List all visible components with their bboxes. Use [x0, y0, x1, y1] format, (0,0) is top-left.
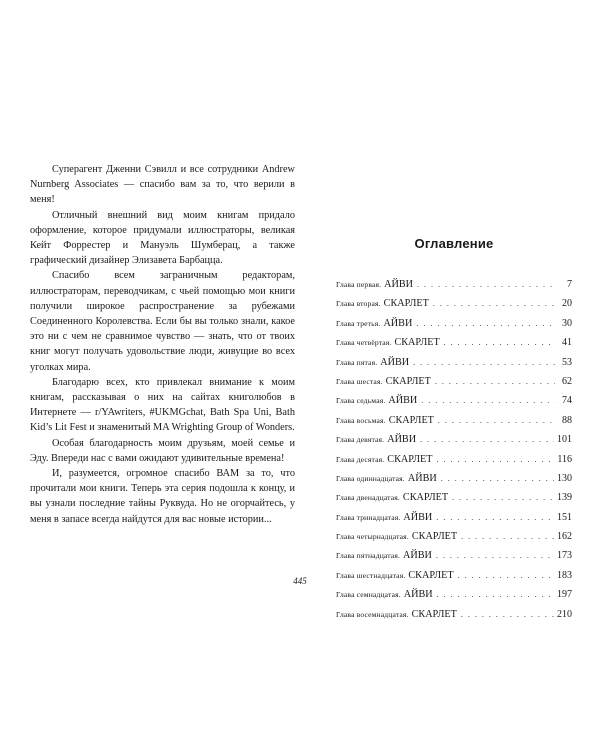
toc-leader-dots — [436, 513, 554, 522]
toc-chapter-name: АЙВИ — [403, 511, 433, 523]
toc-page-number: 183 — [557, 569, 572, 581]
toc-chapter-name: АЙВИ — [384, 279, 414, 290]
toc-chapter-label: Глава девятая. — [336, 435, 385, 445]
toc-leader-dots — [436, 551, 554, 560]
paragraph: Особая благодарность моим друзьям, моей семье и Эду. Впереди нас с вами ожидают удивительные времена! — [30, 437, 295, 464]
toc-entry — [336, 279, 572, 298]
toc-entry — [336, 531, 572, 550]
toc-chapter-label: Глава семнадцатая. — [336, 590, 401, 600]
toc-chapter-label: Глава восемнадцатая. — [336, 609, 409, 619]
toc-chapter-label: Глава четырнадцатая. — [336, 532, 409, 542]
paragraph: Суперагент Дженни Сэвилл и все сотрудники Andrew Nurnberg Associates — спасибо вам за то, что верили в меня! — [30, 164, 295, 206]
toc-chapter-label: Глава вторая. — [336, 299, 381, 309]
toc-page-number: 139 — [557, 492, 572, 504]
toc-chapter-name: АЙВИ — [387, 434, 417, 446]
toc-chapter-name: АЙВИ — [403, 550, 432, 562]
toc-chapter-name: СКАРЛЕТ — [394, 337, 440, 349]
toc-page-number: 7 — [567, 279, 572, 290]
paragraph: Отличный внешний вид моим книгам придало оформление, которое придумали иллюстраторы, великая Кейт Форрестер и Мануэль Шумберац, а также графический дизайнер Элизавета Барбацца. — [30, 209, 295, 267]
toc-entry — [336, 376, 572, 395]
toc-chapter-name: СКАРЛЕТ — [383, 298, 429, 310]
table-of-contents — [336, 236, 572, 628]
toc-entry — [336, 609, 572, 628]
toc-entry — [336, 357, 572, 376]
toc-chapter-label: Глава тринадцатая. — [336, 512, 401, 522]
toc-entry — [336, 454, 572, 473]
toc-chapter-label: Глава четвёртая. — [336, 338, 392, 348]
toc-page-number: 197 — [557, 589, 572, 601]
toc-page-number: 116 — [557, 453, 572, 465]
toc-page-number: 30 — [562, 317, 572, 329]
toc-entry — [336, 337, 572, 356]
toc-chapter-name: СКАРЛЕТ — [408, 569, 454, 581]
toc-leader-dots — [437, 590, 554, 599]
toc-page-number: 130 — [557, 472, 572, 484]
toc-chapter-name: АЙВИ — [383, 317, 413, 329]
toc-chapter-name: СКАРЛЕТ — [402, 492, 449, 504]
toc-page-number: 74 — [562, 395, 572, 407]
toc-chapter-name: АЙВИ — [388, 395, 418, 407]
toc-leader-dots — [416, 319, 555, 328]
toc-leader-dots — [437, 455, 555, 464]
toc-page-number: 62 — [562, 375, 572, 387]
toc-chapter-label: Глава шестая. — [336, 376, 383, 386]
toc-leader-dots — [421, 396, 555, 405]
paragraph: Благодарю всех, кто привлекал внимание к моим книгам, рассказывая о них на сайтах книголюбов в Интернете — r/YAwriters, #UKMGchat, Bath Spa Uni, Bath Kid’s Lit Fest и знаменитый MA Wrighting Group of Wonders. — [30, 376, 295, 434]
toc-chapter-label: Глава первая. — [336, 280, 382, 289]
toc-leader-dots — [413, 358, 555, 367]
toc-chapter-label: Глава седьмая. — [336, 396, 386, 406]
paragraph: И, разумеется, огромное спасибо ВАМ за то, что прочитали мои книги. Теперь эта серия подошла к концу, и вы узнали последние тайны Руквуда. Но не огорчайтесь, у меня в запасе всегда найдутся для вас новые истории... — [30, 468, 295, 525]
toc-chapter-name: СКАРЛЕТ — [411, 608, 457, 620]
toc-entry — [336, 395, 572, 414]
toc-chapter-name: АЙВИ — [407, 472, 437, 484]
toc-leader-dots — [452, 493, 554, 502]
toc-entry — [336, 298, 572, 317]
toc-entry — [336, 318, 572, 337]
toc-leader-dots — [420, 435, 554, 444]
toc-page-number: 151 — [557, 511, 572, 523]
toc-chapter-label: Глава двенадцатая. — [336, 493, 400, 503]
toc-chapter-name: АЙВИ — [380, 356, 410, 368]
acknowledgements-text — [30, 162, 295, 527]
toc-entry — [336, 589, 572, 608]
toc-chapter-label: Глава восьмая. — [336, 415, 386, 425]
toc-entry — [336, 473, 572, 492]
toc-entry — [336, 434, 572, 453]
toc-leader-dots — [444, 338, 555, 347]
toc-page-number: 53 — [562, 356, 572, 368]
toc-page-number: 101 — [557, 434, 572, 446]
toc-page-number: 41 — [562, 337, 572, 349]
toc-entry — [336, 550, 572, 569]
toc-chapter-name: АЙВИ — [403, 589, 433, 601]
toc-chapter-label: Глава третья. — [336, 318, 381, 328]
toc-chapter-name: СКАРЛЕТ — [385, 375, 431, 387]
toc-chapter-name: СКАРЛЕТ — [388, 414, 434, 426]
toc-title: Оглавление — [414, 236, 494, 251]
toc-leader-dots — [435, 377, 555, 386]
paragraph: Спасибо всем заграничным редакторам, иллюстраторам, переводчикам, с чьей помощью мои книги получили широкое распространение за рубежами Соединенного Королевства. Если бы вы только знали, какое это ни с чем не сравнимое чувство — знать, что от твоих книг могут получать удовольствие люди, живущие во всех уголках мира. — [30, 270, 295, 373]
toc-chapter-label: Глава пятнадцатая. — [336, 551, 401, 561]
toc-leader-dots — [433, 299, 555, 308]
toc-page-number: 162 — [557, 531, 572, 543]
toc-leader-dots — [438, 416, 555, 425]
toc-entry — [336, 512, 572, 531]
toc-chapter-label: Глава десятая. — [336, 454, 385, 464]
toc-page-number: 20 — [562, 298, 572, 310]
toc-entry — [336, 415, 572, 434]
toc-leader-dots — [417, 280, 555, 289]
toc-page-number: 173 — [557, 550, 572, 562]
toc-leader-dots — [441, 474, 554, 483]
toc-page-number: 88 — [562, 414, 572, 426]
page-number: 445 — [293, 576, 307, 586]
toc-chapter-label: Глава одиннадцатая. — [336, 473, 405, 483]
toc-leader-dots — [461, 532, 554, 541]
toc-chapter-name: СКАРЛЕТ — [411, 531, 458, 543]
toc-leader-dots — [461, 610, 554, 619]
toc-chapter-label: Глава пятая. — [336, 357, 378, 367]
toc-chapter-name: СКАРЛЕТ — [387, 453, 433, 465]
toc-entry — [336, 492, 572, 511]
toc-page-number: 210 — [557, 608, 572, 620]
toc-chapter-label: Глава шестнадцатая. — [336, 570, 406, 580]
